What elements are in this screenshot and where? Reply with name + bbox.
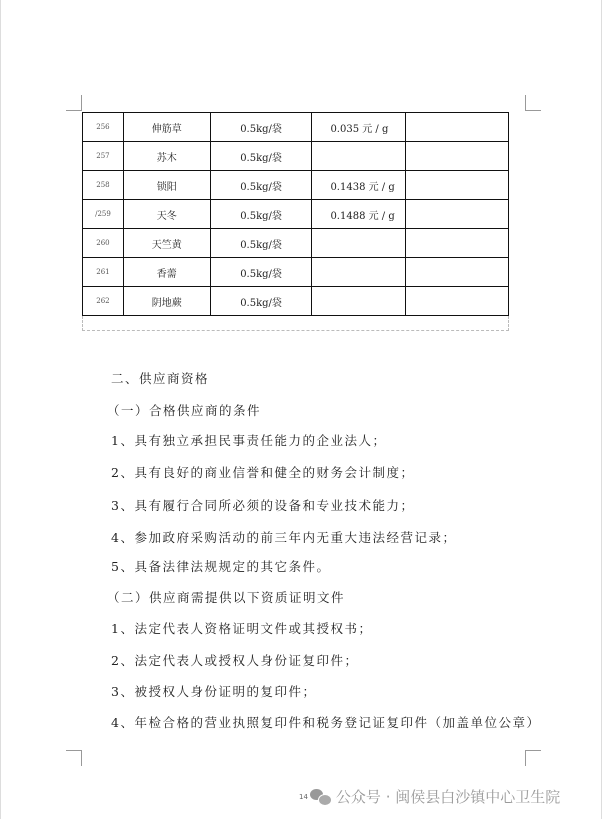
herb-name: 伸筋草 [123, 113, 210, 142]
unit-price: 0.1438 元 / g [312, 171, 406, 200]
list-item: 3、被授权人身份证明的复印件； [111, 684, 317, 699]
spec: 0.5kg/袋 [210, 142, 312, 171]
herb-name: 阴地蕨 [123, 287, 210, 316]
herb-name: 天竺黄 [123, 229, 210, 258]
spec: 0.5kg/袋 [210, 229, 312, 258]
list-item: 3、具有履行合同所必须的设备和专业技术能力； [111, 498, 415, 513]
list-item: 2、法定代表人或授权人身份证复印件； [111, 653, 359, 668]
unit-price [312, 258, 406, 287]
empty-cell [406, 200, 509, 229]
unit-price [312, 287, 406, 316]
herb-name: 锁阳 [123, 171, 210, 200]
row-number: 262 [83, 287, 124, 316]
row-number: 258 [83, 171, 124, 200]
empty-cell [406, 113, 509, 142]
table-row [83, 171, 509, 200]
list-item: 4、参加政府采购活动的前三年内无重大违法经营记录； [111, 530, 457, 545]
row-number: 260 [83, 229, 124, 258]
unit-price: 0.035 元 / g [312, 113, 406, 142]
row-number: /259 [83, 200, 124, 229]
section-heading: 二、供应商资格 [111, 371, 210, 386]
list-item: 5、具备法律法规规定的其它条件。 [111, 559, 331, 574]
spec: 0.5kg/袋 [210, 113, 312, 142]
section-heading: （二）供应商需提供以下资质证明文件 [107, 590, 346, 605]
spec: 0.5kg/袋 [210, 171, 312, 200]
spec: 0.5kg/袋 [210, 200, 312, 229]
list-item: 1、具有独立承担民事责任能力的企业法人； [111, 433, 387, 448]
corner-mark [66, 750, 82, 766]
corner-mark [66, 95, 82, 111]
table-row [83, 200, 509, 229]
empty-cell [406, 171, 509, 200]
spec: 0.5kg/袋 [210, 287, 312, 316]
footer [299, 786, 560, 807]
herb-name: 苏木 [123, 142, 210, 171]
wechat-icon [310, 789, 330, 805]
unit-price: 0.1488 元 / g [312, 200, 406, 229]
row-number: 256 [83, 113, 124, 142]
list-item: 2、具有良好的商业信誉和健全的财务会计制度； [111, 465, 415, 480]
table-row [83, 113, 509, 142]
herb-table [82, 112, 509, 316]
table-dashed-boundary [82, 316, 509, 331]
empty-cell [406, 229, 509, 258]
herb-name: 香薷 [123, 258, 210, 287]
spec: 0.5kg/袋 [210, 258, 312, 287]
herb-name: 天冬 [123, 200, 210, 229]
table-row [83, 258, 509, 287]
table-row [83, 229, 509, 258]
empty-cell [406, 258, 509, 287]
page-number: 14 [299, 792, 308, 801]
table-row [83, 287, 509, 316]
unit-price [312, 142, 406, 171]
row-number: 257 [83, 142, 124, 171]
row-number: 261 [83, 258, 124, 287]
corner-mark [525, 95, 541, 111]
unit-price [312, 229, 406, 258]
list-item: 4、年检合格的营业执照复印件和税务登记证复印件（加盖单位公章） [111, 715, 541, 730]
watermark-text: 公众号 · 闽侯县白沙镇中心卫生院 [335, 788, 561, 806]
empty-cell [406, 287, 509, 316]
corner-mark [525, 750, 541, 766]
empty-cell [406, 142, 509, 171]
list-item: 1、法定代表人资格证明文件或其授权书； [111, 621, 373, 636]
section-heading: （一）合格供应商的条件 [107, 403, 262, 418]
table-row [83, 142, 509, 171]
